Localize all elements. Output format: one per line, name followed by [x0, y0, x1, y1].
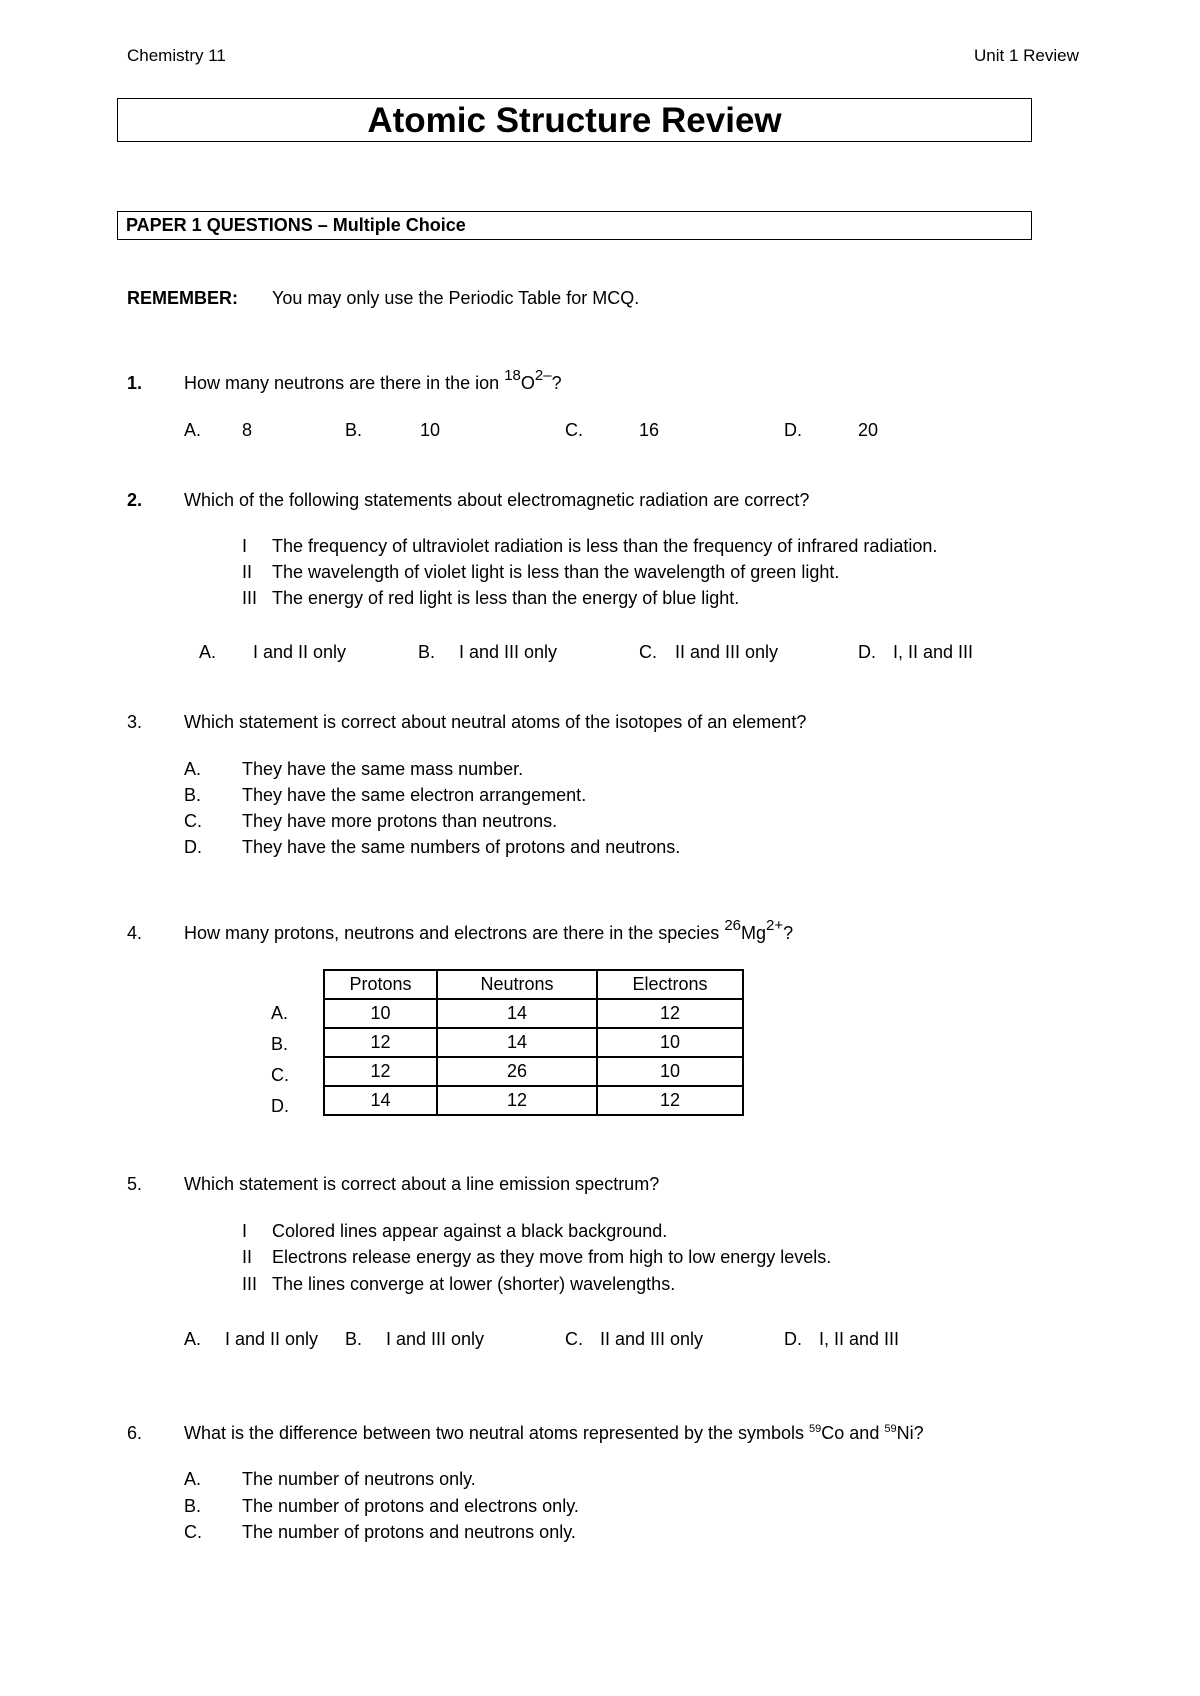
- q6-ni-mass: 59: [884, 1423, 897, 1435]
- q3-option-b-letter[interactable]: B.: [184, 785, 202, 805]
- q2-question: Which of the following statements about electromagnetic radiation are correct?: [184, 490, 810, 510]
- q2-roman-3: III: [242, 588, 258, 608]
- q2-option-c-letter[interactable]: C.: [639, 642, 657, 662]
- q4-header-protons: Protons: [324, 970, 437, 999]
- q6-option-b-letter[interactable]: B.: [184, 1496, 202, 1516]
- q5-option-b-text[interactable]: I and III only: [386, 1329, 485, 1349]
- q2-option-d-letter[interactable]: D.: [858, 642, 876, 662]
- remember-text: You may only use the Periodic Table for MCQ.: [272, 288, 640, 308]
- table-row: [324, 1057, 743, 1086]
- q2-option-a-letter[interactable]: A.: [199, 642, 217, 662]
- q5-roman-1: I: [242, 1221, 248, 1241]
- table-cell: 10: [597, 1057, 743, 1086]
- q1-mass-number: 18: [504, 367, 521, 384]
- q6-question: What is the difference between two neutral atoms represented by the symbols: [184, 1423, 804, 1443]
- q2-option-c-text[interactable]: II and III only: [675, 642, 779, 662]
- q5-option-c-letter[interactable]: C.: [565, 1329, 583, 1349]
- q2-option-b-text[interactable]: I and III only: [459, 642, 558, 662]
- q1-option-b-text[interactable]: 10: [420, 420, 441, 440]
- q3-option-b-text[interactable]: They have the same electron arrangement.: [242, 785, 587, 805]
- q3-option-a-text[interactable]: They have the same mass number.: [242, 759, 524, 779]
- q6-option-a-text[interactable]: The number of neutrons only.: [242, 1469, 476, 1489]
- q5-option-d-text[interactable]: I, II and III: [819, 1329, 900, 1349]
- q2-number: 2.: [127, 490, 143, 510]
- q2-roman-1: I: [242, 536, 248, 556]
- q5-statement-1: Colored lines appear against a black background.: [272, 1221, 668, 1241]
- q4-row-a-letter[interactable]: A.: [271, 1003, 289, 1023]
- table-row: [324, 1086, 743, 1115]
- q5-option-d-letter[interactable]: D.: [784, 1329, 802, 1349]
- table-cell: 12: [437, 1086, 597, 1115]
- q4-row-c-letter[interactable]: C.: [271, 1065, 289, 1085]
- q4-charge: 2+: [766, 917, 784, 934]
- q6-option-c-text[interactable]: The number of protons and neutrons only.: [242, 1522, 576, 1542]
- q2-roman-2: II: [242, 562, 253, 582]
- q1-option-d-text[interactable]: 20: [858, 420, 879, 440]
- q4-mass-number: 26: [724, 917, 742, 934]
- q3-option-c-text[interactable]: They have more protons than neutrons.: [242, 811, 558, 831]
- table-cell: 12: [597, 999, 743, 1028]
- q4-row-d-letter[interactable]: D.: [271, 1096, 289, 1116]
- q5-statement-2: Electrons release energy as they move from high to low energy levels.: [272, 1247, 832, 1267]
- q5-option-a-letter[interactable]: A.: [184, 1329, 202, 1349]
- q1-text: [184, 367, 562, 394]
- header-unit: Unit 1 Review: [974, 46, 1079, 65]
- q1-number: 1.: [127, 373, 143, 393]
- q5-statement-3: The lines converge at lower (shorter) wavelengths.: [272, 1274, 676, 1294]
- q1-symbol: O: [520, 373, 535, 393]
- q1-charge: 2–: [534, 367, 552, 384]
- q1-option-c-letter[interactable]: C.: [565, 420, 583, 440]
- q6-text: [184, 1423, 924, 1444]
- q6-option-b-text[interactable]: The number of protons and electrons only.: [242, 1496, 579, 1516]
- q1-option-c-text[interactable]: 16: [639, 420, 660, 440]
- q5-option-b-letter[interactable]: B.: [345, 1329, 363, 1349]
- q1-option-d-letter[interactable]: D.: [784, 420, 802, 440]
- q4-text: [184, 917, 794, 944]
- title-box: [117, 98, 1032, 142]
- q4-header-neutrons: Neutrons: [437, 970, 597, 999]
- q6-number: 6.: [127, 1423, 143, 1443]
- paper-heading-box: [117, 211, 1032, 240]
- q2-option-b-letter[interactable]: B.: [418, 642, 436, 662]
- q5-option-a-text[interactable]: I and II only: [225, 1329, 319, 1349]
- q3-number: 3.: [127, 712, 143, 732]
- q4-header-electrons: Electrons: [597, 970, 743, 999]
- q6-co-symbol: Co: [821, 1423, 845, 1443]
- table-cell: 14: [437, 1028, 597, 1057]
- q3-option-d-text[interactable]: They have the same numbers of protons and neutrons.: [242, 837, 681, 857]
- q4-table-header-row: [324, 970, 743, 999]
- q6-co-mass: 59: [809, 1423, 822, 1435]
- q1-option-b-letter[interactable]: B.: [345, 420, 363, 440]
- q3-option-d-letter[interactable]: D.: [184, 837, 202, 857]
- page-title: Atomic Structure Review: [367, 101, 782, 140]
- q6-and: and: [849, 1423, 880, 1443]
- q2-option-d-text[interactable]: I, II and III: [893, 642, 974, 662]
- q2-statement-3: The energy of red light is less than the energy of blue light.: [272, 588, 740, 608]
- q5-question: Which statement is correct about a line emission spectrum?: [184, 1174, 660, 1194]
- q6-option-c-letter[interactable]: C.: [184, 1522, 202, 1542]
- table-row: [324, 999, 743, 1028]
- q3-option-a-letter[interactable]: A.: [184, 759, 202, 779]
- q4-row-b-letter[interactable]: B.: [271, 1034, 289, 1054]
- table-row: [324, 1028, 743, 1057]
- header-course: Chemistry 11: [127, 46, 226, 65]
- paper-heading: PAPER 1 QUESTIONS – Multiple Choice: [126, 215, 466, 235]
- q5-roman-3: III: [242, 1274, 258, 1294]
- table-cell: 26: [437, 1057, 597, 1086]
- q6-option-a-letter[interactable]: A.: [184, 1469, 202, 1489]
- q1-option-a-text[interactable]: 8: [242, 420, 253, 440]
- q3-option-c-letter[interactable]: C.: [184, 811, 202, 831]
- table-cell: 12: [597, 1086, 743, 1115]
- q3-question: Which statement is correct about neutral atoms of the isotopes of an element?: [184, 712, 807, 732]
- table-cell: 10: [597, 1028, 743, 1057]
- table-cell: 14: [324, 1086, 437, 1115]
- table-cell: 12: [324, 1028, 437, 1057]
- q4-number: 4.: [127, 923, 143, 943]
- q4-symbol: Mg: [741, 923, 767, 943]
- table-cell: 10: [324, 999, 437, 1028]
- q1-option-a-letter[interactable]: A.: [184, 420, 202, 440]
- q1-qmark: ?: [551, 373, 562, 393]
- q5-number: 5.: [127, 1174, 143, 1194]
- table-cell: 14: [437, 999, 597, 1028]
- q5-option-c-text[interactable]: II and III only: [600, 1329, 704, 1349]
- q1-question: How many neutrons are there in the ion: [184, 373, 500, 393]
- q2-statement-2: The wavelength of violet light is less than the wavelength of green light.: [272, 562, 840, 582]
- q4-question: How many protons, neutrons and electrons are there in the species: [184, 923, 720, 943]
- q6-qmark: ?: [913, 1423, 924, 1443]
- q4-qmark: ?: [783, 923, 794, 943]
- q5-roman-2: II: [242, 1247, 253, 1267]
- q2-statement-1: The frequency of ultraviolet radiation is less than the frequency of infrared radiation.: [272, 536, 938, 556]
- q6-ni-symbol: Ni: [896, 1423, 914, 1443]
- q4-table: [323, 969, 744, 1116]
- table-cell: 12: [324, 1057, 437, 1086]
- remember-label: REMEMBER:: [127, 288, 238, 308]
- q2-option-a-text[interactable]: I and II only: [253, 642, 347, 662]
